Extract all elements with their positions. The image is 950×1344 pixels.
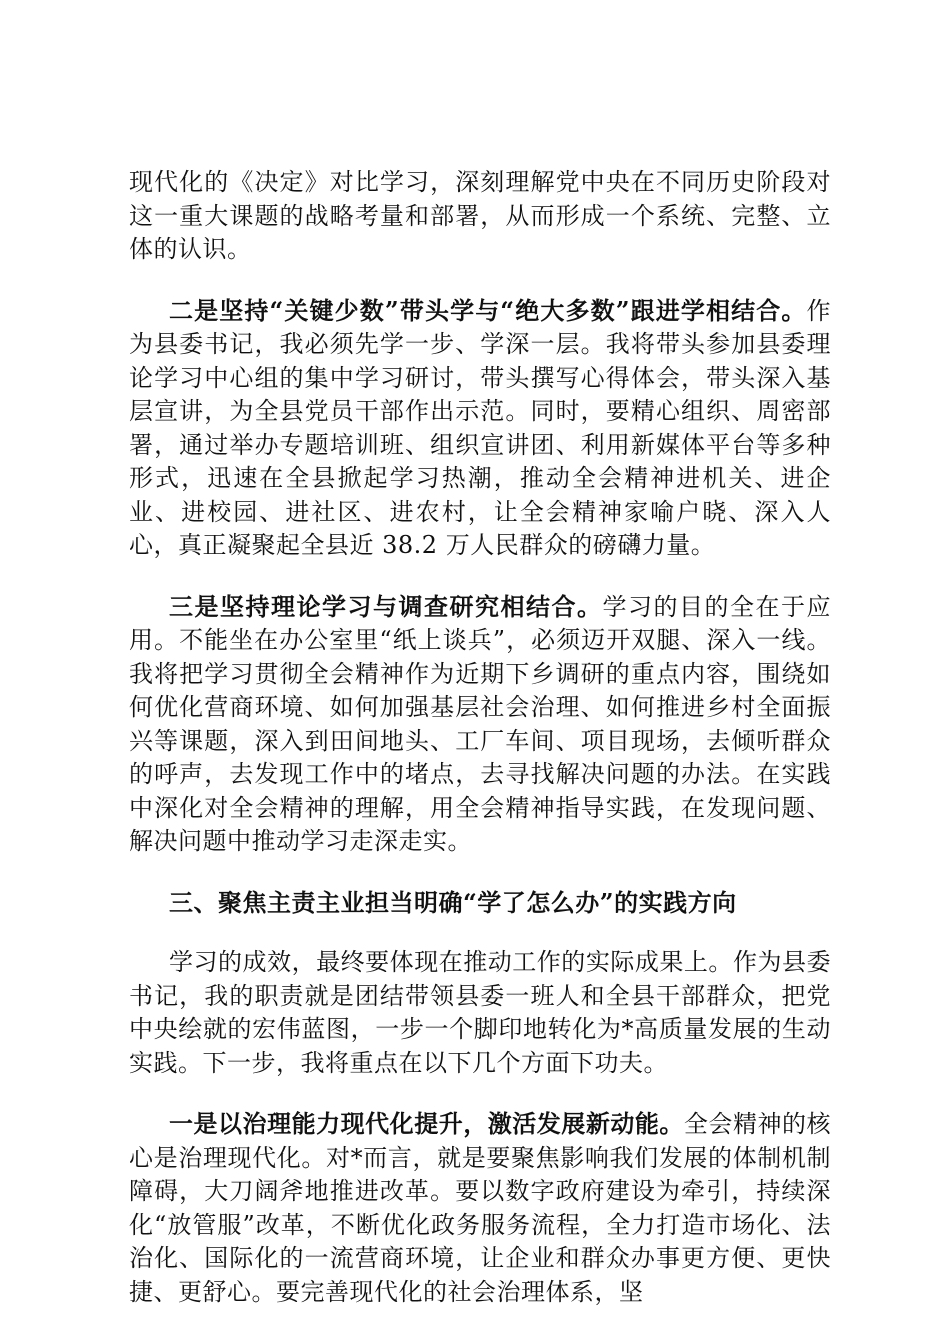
paragraph-theory-research bbox=[129, 590, 831, 859]
paragraph-continuation bbox=[129, 166, 831, 267]
paragraph-lead: 一是以治理能力现代化提升，激活发展新动能。 bbox=[169, 1109, 684, 1138]
document-page bbox=[129, 166, 831, 1336]
paragraph-governance bbox=[129, 1107, 831, 1309]
paragraph-text: 学习的成效，最终要体现在推动工作的实际成果上。作为县委书记，我的职责就是团结带领县委一班人和全县干部群众，把党中央绘就的宏伟蓝图，一步一个脚印地转化为*高质量发展的生动实践。下一步，我将重点在以下几个方面下功夫。 bbox=[129, 948, 831, 1077]
section-heading: 三、聚焦主责主业担当明确“学了怎么办”的实践方向 bbox=[169, 887, 737, 917]
paragraph-text: 学习的目的全在于应用。不能坐在办公室里“纸上谈兵”，必须迈开双腿、深入一线。我将把学习贯彻全会精神作为近期下乡调研的重点内容，围绕如何优化营商环境、如何加强基层社会治理、如何推进乡村全面振兴等课题，深入到田间地头、工厂车间、项目现场，去倾听群众的呼声，去发现工作中的堵点，去寻找解决问题的办法。在实践中深化对全会精神的理解，用全会精神指导实践，在发现问题、解决问题中推动学习走深走实。 bbox=[129, 592, 831, 855]
paragraph-lead: 二是坚持“关键少数”带头学与“绝大多数”跟进学相结合。 bbox=[169, 295, 807, 325]
paragraph-key-minority bbox=[129, 294, 831, 563]
paragraph-lead: 三是坚持理论学习与调查研究相结合。 bbox=[169, 591, 603, 621]
paragraph-text: 全会精神的核心是治理现代化。对*而言，就是要聚焦影响我们发展的体制机制障碍，大刀阔斧地推进改革。要以数字政府建设为牵引，持续深化“放管服”改革，不断优化政务服务流程，全力打造市场化、法治化、国际化的一流营商环境，让企业和群众办事更方便、更快捷、更舒心。要完善现代化的社会治理体系，坚 bbox=[129, 1110, 832, 1306]
paragraph-text: 作为县委书记，我必须先学一步、学深一层。我将带头参加县委理论学习中心组的集中学习研讨，带头撰写心得体会，带头深入基层宣讲，为全县党员干部作出示范。同时，要精心组织、周密部署，通过举办专题培训班、组织宣讲团、利用新媒体平台等多种形式，迅速在全县掀起学习热潮，推动全会精神进机关、进企业、进校园、进社区、进农村，让全会精神家喻户晓、深入人心，真正凝聚起全县近 38.2 万人民群众的磅礴力量。 bbox=[129, 296, 831, 559]
paragraph-text: 现代化的《决定》对比学习，深刻理解党中央在不同历史阶段对这一重大课题的战略考量和部署，从而形成一个系统、完整、立体的认识。 bbox=[129, 168, 831, 263]
paragraph-practice-intro bbox=[129, 946, 831, 1080]
